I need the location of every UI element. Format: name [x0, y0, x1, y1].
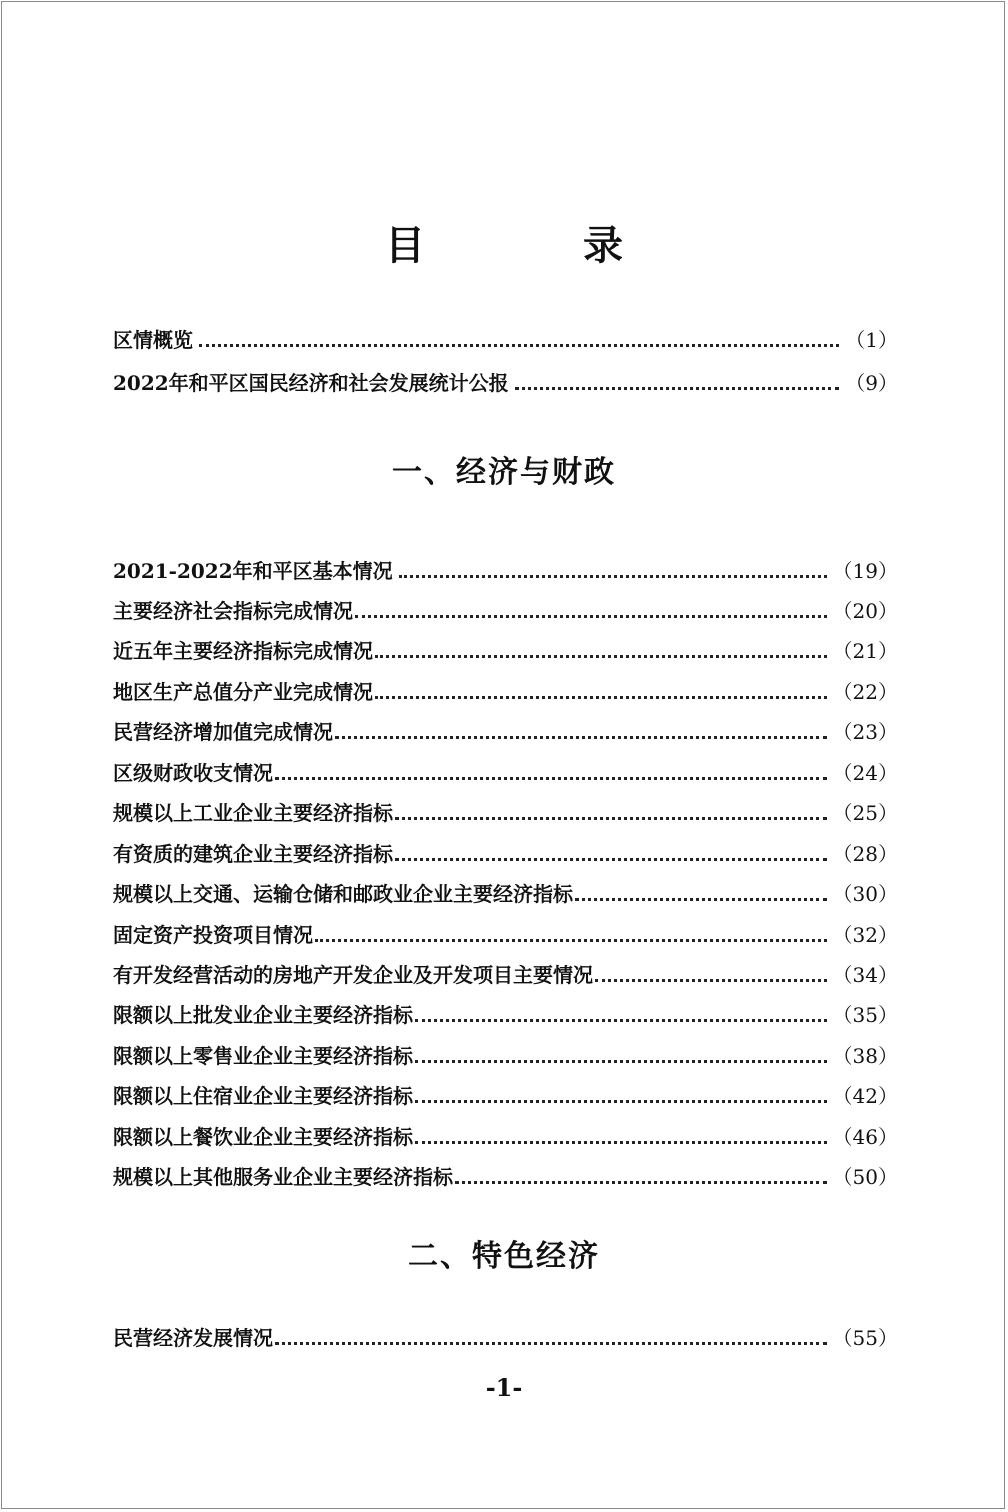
toc-entry-page: （38）	[832, 1044, 898, 1068]
toc-entry[interactable]	[113, 677, 898, 707]
toc-leader-dots	[375, 655, 827, 658]
toc-entry[interactable]	[113, 717, 898, 747]
toc-entry-page: （23）	[832, 720, 898, 744]
toc-leader-dots	[395, 817, 827, 820]
toc-leader-dots	[399, 575, 827, 578]
page-title: 目 录	[385, 222, 695, 269]
toc-entry-page: （50）	[832, 1165, 898, 1189]
toc-leader-dots	[415, 1060, 827, 1063]
toc-leader-dots	[515, 387, 840, 390]
toc-entry-page: （25）	[832, 801, 898, 825]
toc-leader-dots	[455, 1181, 827, 1184]
toc-leader-dots	[275, 1342, 827, 1345]
toc-entry-page: （1）	[845, 328, 898, 352]
toc-entry-title: 区情概览	[113, 328, 193, 352]
toc-entry[interactable]	[113, 556, 898, 586]
toc-entry-title: 近五年主要经济指标完成情况	[113, 639, 373, 663]
toc-entry[interactable]	[113, 798, 898, 828]
toc-entry[interactable]	[113, 960, 898, 990]
toc-entry-page: （46）	[832, 1125, 898, 1149]
toc-entry-title: 固定资产投资项目情况	[113, 923, 313, 947]
section-heading: 一、经济与财政	[392, 455, 616, 490]
toc-leader-dots	[275, 777, 827, 780]
toc-entry-page: （21）	[832, 639, 898, 663]
toc-entry[interactable]	[113, 1081, 898, 1111]
toc-entry-page: （19）	[832, 559, 898, 583]
toc-leader-dots	[415, 1019, 827, 1022]
toc-leader-dots	[395, 858, 827, 861]
toc-leader-dots	[355, 615, 827, 618]
toc-entry[interactable]	[113, 879, 898, 909]
toc-entry[interactable]	[113, 1041, 898, 1071]
toc-entry-title: 2022年和平区国民经济和社会发展统计公报	[113, 371, 509, 395]
toc-leader-dots	[315, 939, 827, 942]
toc-entry-title: 区级财政收支情况	[113, 761, 273, 785]
toc-leader-dots	[415, 1141, 827, 1144]
toc-leader-dots	[415, 1100, 827, 1103]
toc-entry[interactable]	[113, 325, 898, 355]
toc-entry-title: 规模以上交通、运输仓储和邮政业企业主要经济指标	[113, 882, 573, 906]
toc-entry-title: 有开发经营活动的房地产开发企业及开发项目主要情况	[113, 963, 593, 987]
toc-entry-title: 主要经济社会指标完成情况	[113, 599, 353, 623]
toc-entry[interactable]	[113, 758, 898, 788]
toc-entry[interactable]	[113, 920, 898, 950]
toc-entry-title: 限额以上餐饮业企业主要经济指标	[113, 1125, 413, 1149]
toc-entry[interactable]	[113, 1000, 898, 1030]
toc-entry-title: 有资质的建筑企业主要经济指标	[113, 842, 393, 866]
toc-entry[interactable]	[113, 1162, 898, 1192]
toc-entry-title: 民营经济增加值完成情况	[113, 720, 333, 744]
toc-entry-title: 2021-2022年和平区基本情况	[113, 559, 393, 583]
toc-entry-page: （28）	[832, 842, 898, 866]
toc-leader-dots	[375, 696, 827, 699]
toc-leader-dots	[575, 898, 827, 901]
toc-leader-dots	[595, 979, 827, 982]
toc-entry-page: （34）	[832, 963, 898, 987]
toc-entry-page: （30）	[832, 882, 898, 906]
toc-entry-title: 规模以上其他服务业企业主要经济指标	[113, 1165, 453, 1189]
toc-entry-page: （35）	[832, 1003, 898, 1027]
toc-entry[interactable]	[113, 596, 898, 626]
toc-entry-page: （55）	[832, 1326, 898, 1350]
toc-entry-title: 限额以上住宿业企业主要经济指标	[113, 1084, 413, 1108]
toc-entry[interactable]	[113, 368, 898, 398]
toc-entry-title: 民营经济发展情况	[113, 1326, 273, 1350]
toc-leader-dots	[335, 736, 827, 739]
toc-entry[interactable]	[113, 1122, 898, 1152]
toc-entry-page: （42）	[832, 1084, 898, 1108]
toc-entry-page: （24）	[832, 761, 898, 785]
toc-leader-dots	[199, 344, 839, 347]
toc-entry-title: 地区生产总值分产业完成情况	[113, 680, 373, 704]
toc-entry[interactable]	[113, 839, 898, 869]
toc-entry-page: （22）	[832, 680, 898, 704]
page-number: -1-	[485, 1373, 523, 1402]
toc-entry-title: 规模以上工业企业主要经济指标	[113, 801, 393, 825]
toc-entry-page: （20）	[832, 599, 898, 623]
toc-entry-page: （9）	[845, 371, 898, 395]
toc-entry[interactable]	[113, 1323, 898, 1353]
toc-entry-title: 限额以上批发业企业主要经济指标	[113, 1003, 413, 1027]
toc-entry-title: 限额以上零售业企业主要经济指标	[113, 1044, 413, 1068]
toc-entry[interactable]	[113, 636, 898, 666]
toc-entry-page: （32）	[832, 923, 898, 947]
section-heading: 二、特色经济	[408, 1239, 600, 1274]
